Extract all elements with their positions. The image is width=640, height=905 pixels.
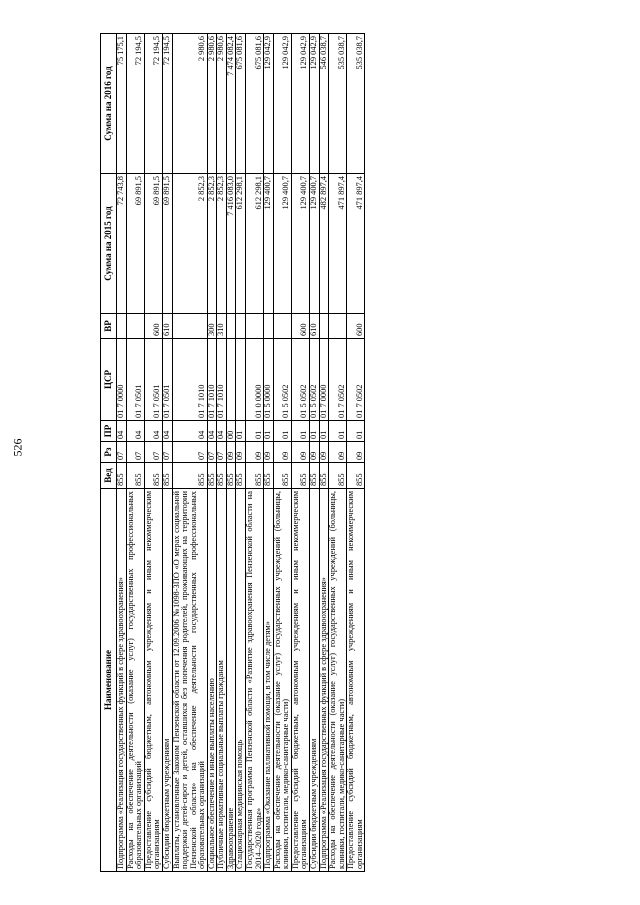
- cell-csr: 01 7 1010: [207, 339, 217, 421]
- cell-rz: 09: [291, 442, 309, 463]
- cell-name: Подпрограмма «Реализация государственных функций в сфере здравоохранения»: [117, 489, 127, 872]
- cell-sum-2016: 535 038,7: [329, 34, 347, 174]
- cell-ved: 855: [207, 463, 217, 489]
- cell-ved: 855: [246, 463, 264, 489]
- cell-name: Подпрограмма «Реализация государственных функций в сфере здравоохранения»: [319, 489, 329, 872]
- cell-vr: [172, 314, 207, 339]
- cell-vr: [236, 314, 246, 339]
- table-row: [144, 34, 162, 872]
- cell-pr: 01: [347, 421, 365, 442]
- cell-sum-2016: 7 474 082,4: [226, 34, 236, 174]
- cell-sum-2015: 69 891,5: [126, 174, 144, 314]
- cell-ved: 855: [273, 463, 291, 489]
- cell-rz: 09: [347, 442, 365, 463]
- cell-csr: 01 5 0502: [291, 339, 309, 421]
- cell-csr: [226, 339, 236, 421]
- header-name: Наименование: [101, 489, 117, 872]
- cell-ved: 855: [309, 463, 319, 489]
- cell-pr: 04: [162, 421, 172, 442]
- cell-sum-2015: 612 298,1: [236, 174, 246, 314]
- cell-ved: 855: [236, 463, 246, 489]
- cell-rz: 07: [162, 442, 172, 463]
- cell-sum-2016: 129 042,9: [309, 34, 319, 174]
- rotated-table-container: [100, 34, 560, 872]
- cell-pr: 04: [144, 421, 162, 442]
- cell-pr: 04: [126, 421, 144, 442]
- cell-sum-2016: 675 081,6: [246, 34, 264, 174]
- cell-rz: 07: [144, 442, 162, 463]
- header-vr: ВР: [101, 314, 117, 339]
- table-row: [217, 34, 227, 872]
- cell-rz: 09: [246, 442, 264, 463]
- cell-name: Расходы на обеспечение деятельности (оказание услуг) государственных учреждений (больницы, клиники, госпитали, медико-санитарные части): [273, 489, 291, 872]
- cell-pr: 01: [319, 421, 329, 442]
- cell-vr: [246, 314, 264, 339]
- table-row: [309, 34, 319, 872]
- cell-csr: 01 7 1010: [217, 339, 227, 421]
- table-row: [117, 34, 127, 872]
- cell-sum-2015: 72 743,8: [117, 174, 127, 314]
- cell-vr: 300: [207, 314, 217, 339]
- cell-rz: 07: [126, 442, 144, 463]
- cell-sum-2015: 129 400,7: [309, 174, 319, 314]
- table-row: [246, 34, 264, 872]
- cell-sum-2015: 69 891,5: [144, 174, 162, 314]
- cell-rz: 07: [207, 442, 217, 463]
- cell-name: Расходы на обеспечение деятельности (оказание услуг) государственных профессиональных образовательных организаций: [126, 489, 144, 872]
- header-rz: Рз: [101, 442, 117, 463]
- cell-sum-2016: 675 081,6: [236, 34, 246, 174]
- cell-vr: [329, 314, 347, 339]
- cell-pr: 04: [172, 421, 207, 442]
- cell-ved: 855: [162, 463, 172, 489]
- cell-name: Здравоохранение: [226, 489, 236, 872]
- cell-pr: 04: [217, 421, 227, 442]
- cell-csr: [236, 339, 246, 421]
- cell-sum-2015: 471 897,4: [347, 174, 365, 314]
- cell-ved: 855: [329, 463, 347, 489]
- cell-rz: 09: [226, 442, 236, 463]
- cell-sum-2016: 72 194,5: [144, 34, 162, 174]
- cell-ved: 855: [319, 463, 329, 489]
- table-row: [329, 34, 347, 872]
- cell-ved: 855: [117, 463, 127, 489]
- cell-csr: 01 7 0501: [162, 339, 172, 421]
- cell-csr: 01 7 0000: [117, 339, 127, 421]
- cell-vr: [126, 314, 144, 339]
- table-row: [162, 34, 172, 872]
- cell-csr: 01 7 0501: [126, 339, 144, 421]
- cell-csr: 01 5 0000: [264, 339, 274, 421]
- cell-sum-2015: 129 400,7: [273, 174, 291, 314]
- cell-sum-2016: 129 042,9: [291, 34, 309, 174]
- page-number: 526: [10, 438, 25, 457]
- cell-sum-2015: 129 400,7: [291, 174, 309, 314]
- cell-ved: 855: [144, 463, 162, 489]
- cell-sum-2015: 2 852,3: [172, 174, 207, 314]
- table-body: [117, 34, 365, 872]
- cell-pr: 04: [117, 421, 127, 442]
- cell-sum-2015: 69 891,5: [162, 174, 172, 314]
- cell-sum-2016: 2 980,6: [217, 34, 227, 174]
- cell-sum-2015: 612 298,1: [246, 174, 264, 314]
- table-row: [172, 34, 207, 872]
- cell-ved: 855: [126, 463, 144, 489]
- cell-vr: 310: [217, 314, 227, 339]
- cell-name: Расходы на обеспечение деятельности (оказание услуг) государственных учреждений (больницы, клиники, госпитали, медико-санитарные части): [329, 489, 347, 872]
- cell-ved: 855: [172, 463, 207, 489]
- cell-ved: 855: [291, 463, 309, 489]
- cell-sum-2016: 72 194,5: [126, 34, 144, 174]
- cell-ved: 855: [226, 463, 236, 489]
- cell-sum-2015: 2 852,3: [207, 174, 217, 314]
- cell-pr: 01: [236, 421, 246, 442]
- cell-vr: 610: [309, 314, 319, 339]
- table-row: [264, 34, 274, 872]
- cell-sum-2016: 535 038,7: [347, 34, 365, 174]
- cell-ved: 855: [217, 463, 227, 489]
- cell-sum-2015: 7 416 083,0: [226, 174, 236, 314]
- cell-csr: 01 5 0502: [309, 339, 319, 421]
- cell-ved: 855: [264, 463, 274, 489]
- cell-name: Публичные нормативные социальные выплаты гражданам: [217, 489, 227, 872]
- table-header-row: [101, 34, 117, 872]
- budget-table: [100, 33, 365, 872]
- cell-rz: 07: [172, 442, 207, 463]
- cell-sum-2016: 2 980,6: [172, 34, 207, 174]
- cell-vr: 610: [162, 314, 172, 339]
- cell-rz: 09: [264, 442, 274, 463]
- cell-sum-2016: 72 194,5: [162, 34, 172, 174]
- cell-rz: 07: [117, 442, 127, 463]
- cell-name: Выплаты, установленные Законом Пензенской области от 12.09.2006 №1098-ЗПО «О мерах социальной поддержки детей-сирот и детей, оставшихся без попечения родителей, проживающих на территории Пензенской области» на обеспечение деятельности государственных профессиональных образовательных организаций: [172, 489, 207, 872]
- cell-vr: 600: [144, 314, 162, 339]
- table-row: [126, 34, 144, 872]
- header-ved: Вед: [101, 463, 117, 489]
- cell-vr: [117, 314, 127, 339]
- cell-vr: [273, 314, 291, 339]
- cell-name: Социальное обеспечение и иные выплаты населению: [207, 489, 217, 872]
- cell-name: Предоставление субсидий бюджетным, автономным учреждениям и иным некоммерческим организациям: [347, 489, 365, 872]
- cell-sum-2016: 546 038,7: [319, 34, 329, 174]
- cell-vr: 600: [347, 314, 365, 339]
- cell-rz: 09: [273, 442, 291, 463]
- cell-sum-2016: 129 042,9: [273, 34, 291, 174]
- cell-rz: 09: [236, 442, 246, 463]
- cell-pr: 01: [264, 421, 274, 442]
- cell-vr: [319, 314, 329, 339]
- cell-vr: 600: [291, 314, 309, 339]
- cell-name: Субсидии бюджетным учреждениям: [309, 489, 319, 872]
- cell-name: Предоставление субсидий бюджетным, автономным учреждениям и иным некоммерческим организациям: [291, 489, 309, 872]
- cell-csr: 01 7 0000: [319, 339, 329, 421]
- cell-name: Предоставление субсидий бюджетным, автономным учреждениям и иным некоммерческим организациям: [144, 489, 162, 872]
- cell-csr: 01 7 1010: [172, 339, 207, 421]
- cell-rz: 07: [217, 442, 227, 463]
- cell-pr: 00: [226, 421, 236, 442]
- cell-sum-2016: 2 980,6: [207, 34, 217, 174]
- cell-name: Субсидии бюджетным учреждениям: [162, 489, 172, 872]
- table-row: [291, 34, 309, 872]
- cell-rz: 09: [329, 442, 347, 463]
- cell-pr: 01: [246, 421, 264, 442]
- cell-sum-2015: 2 852,3: [217, 174, 227, 314]
- header-csr: ЦСР: [101, 339, 117, 421]
- cell-csr: 01 0 0000: [246, 339, 264, 421]
- cell-rz: 09: [319, 442, 329, 463]
- cell-sum-2015: 471 897,4: [329, 174, 347, 314]
- cell-sum-2015: 482 897,4: [319, 174, 329, 314]
- header-pr: ПР: [101, 421, 117, 442]
- header-sum-2016: Сумма на 2016 год: [101, 34, 117, 174]
- cell-ved: 855: [347, 463, 365, 489]
- cell-csr: 01 7 0501: [144, 339, 162, 421]
- cell-name: Стационарная медицинская помощь: [236, 489, 246, 872]
- cell-csr: 01 7 0502: [347, 339, 365, 421]
- cell-csr: 01 7 0502: [329, 339, 347, 421]
- cell-rz: 09: [309, 442, 319, 463]
- cell-vr: [226, 314, 236, 339]
- cell-pr: 01: [329, 421, 347, 442]
- cell-pr: 01: [291, 421, 309, 442]
- cell-sum-2016: 129 042,9: [264, 34, 274, 174]
- cell-name: Государственная программа Пензенской области «Развитие здравоохранения Пензенской области на 2014–2020 годы»: [246, 489, 264, 872]
- table-row: [273, 34, 291, 872]
- cell-csr: 01 5 0502: [273, 339, 291, 421]
- header-sum-2015: Сумма на 2015 год: [101, 174, 117, 314]
- cell-pr: 01: [273, 421, 291, 442]
- cell-pr: 04: [207, 421, 217, 442]
- cell-sum-2015: 129 400,7: [264, 174, 274, 314]
- cell-name: Подпрограмма «Оказание паллиативной помощи, в том числе детям»: [264, 489, 274, 872]
- cell-pr: 01: [309, 421, 319, 442]
- cell-sum-2016: 75 175,1: [117, 34, 127, 174]
- cell-vr: [264, 314, 274, 339]
- table-row: [347, 34, 365, 872]
